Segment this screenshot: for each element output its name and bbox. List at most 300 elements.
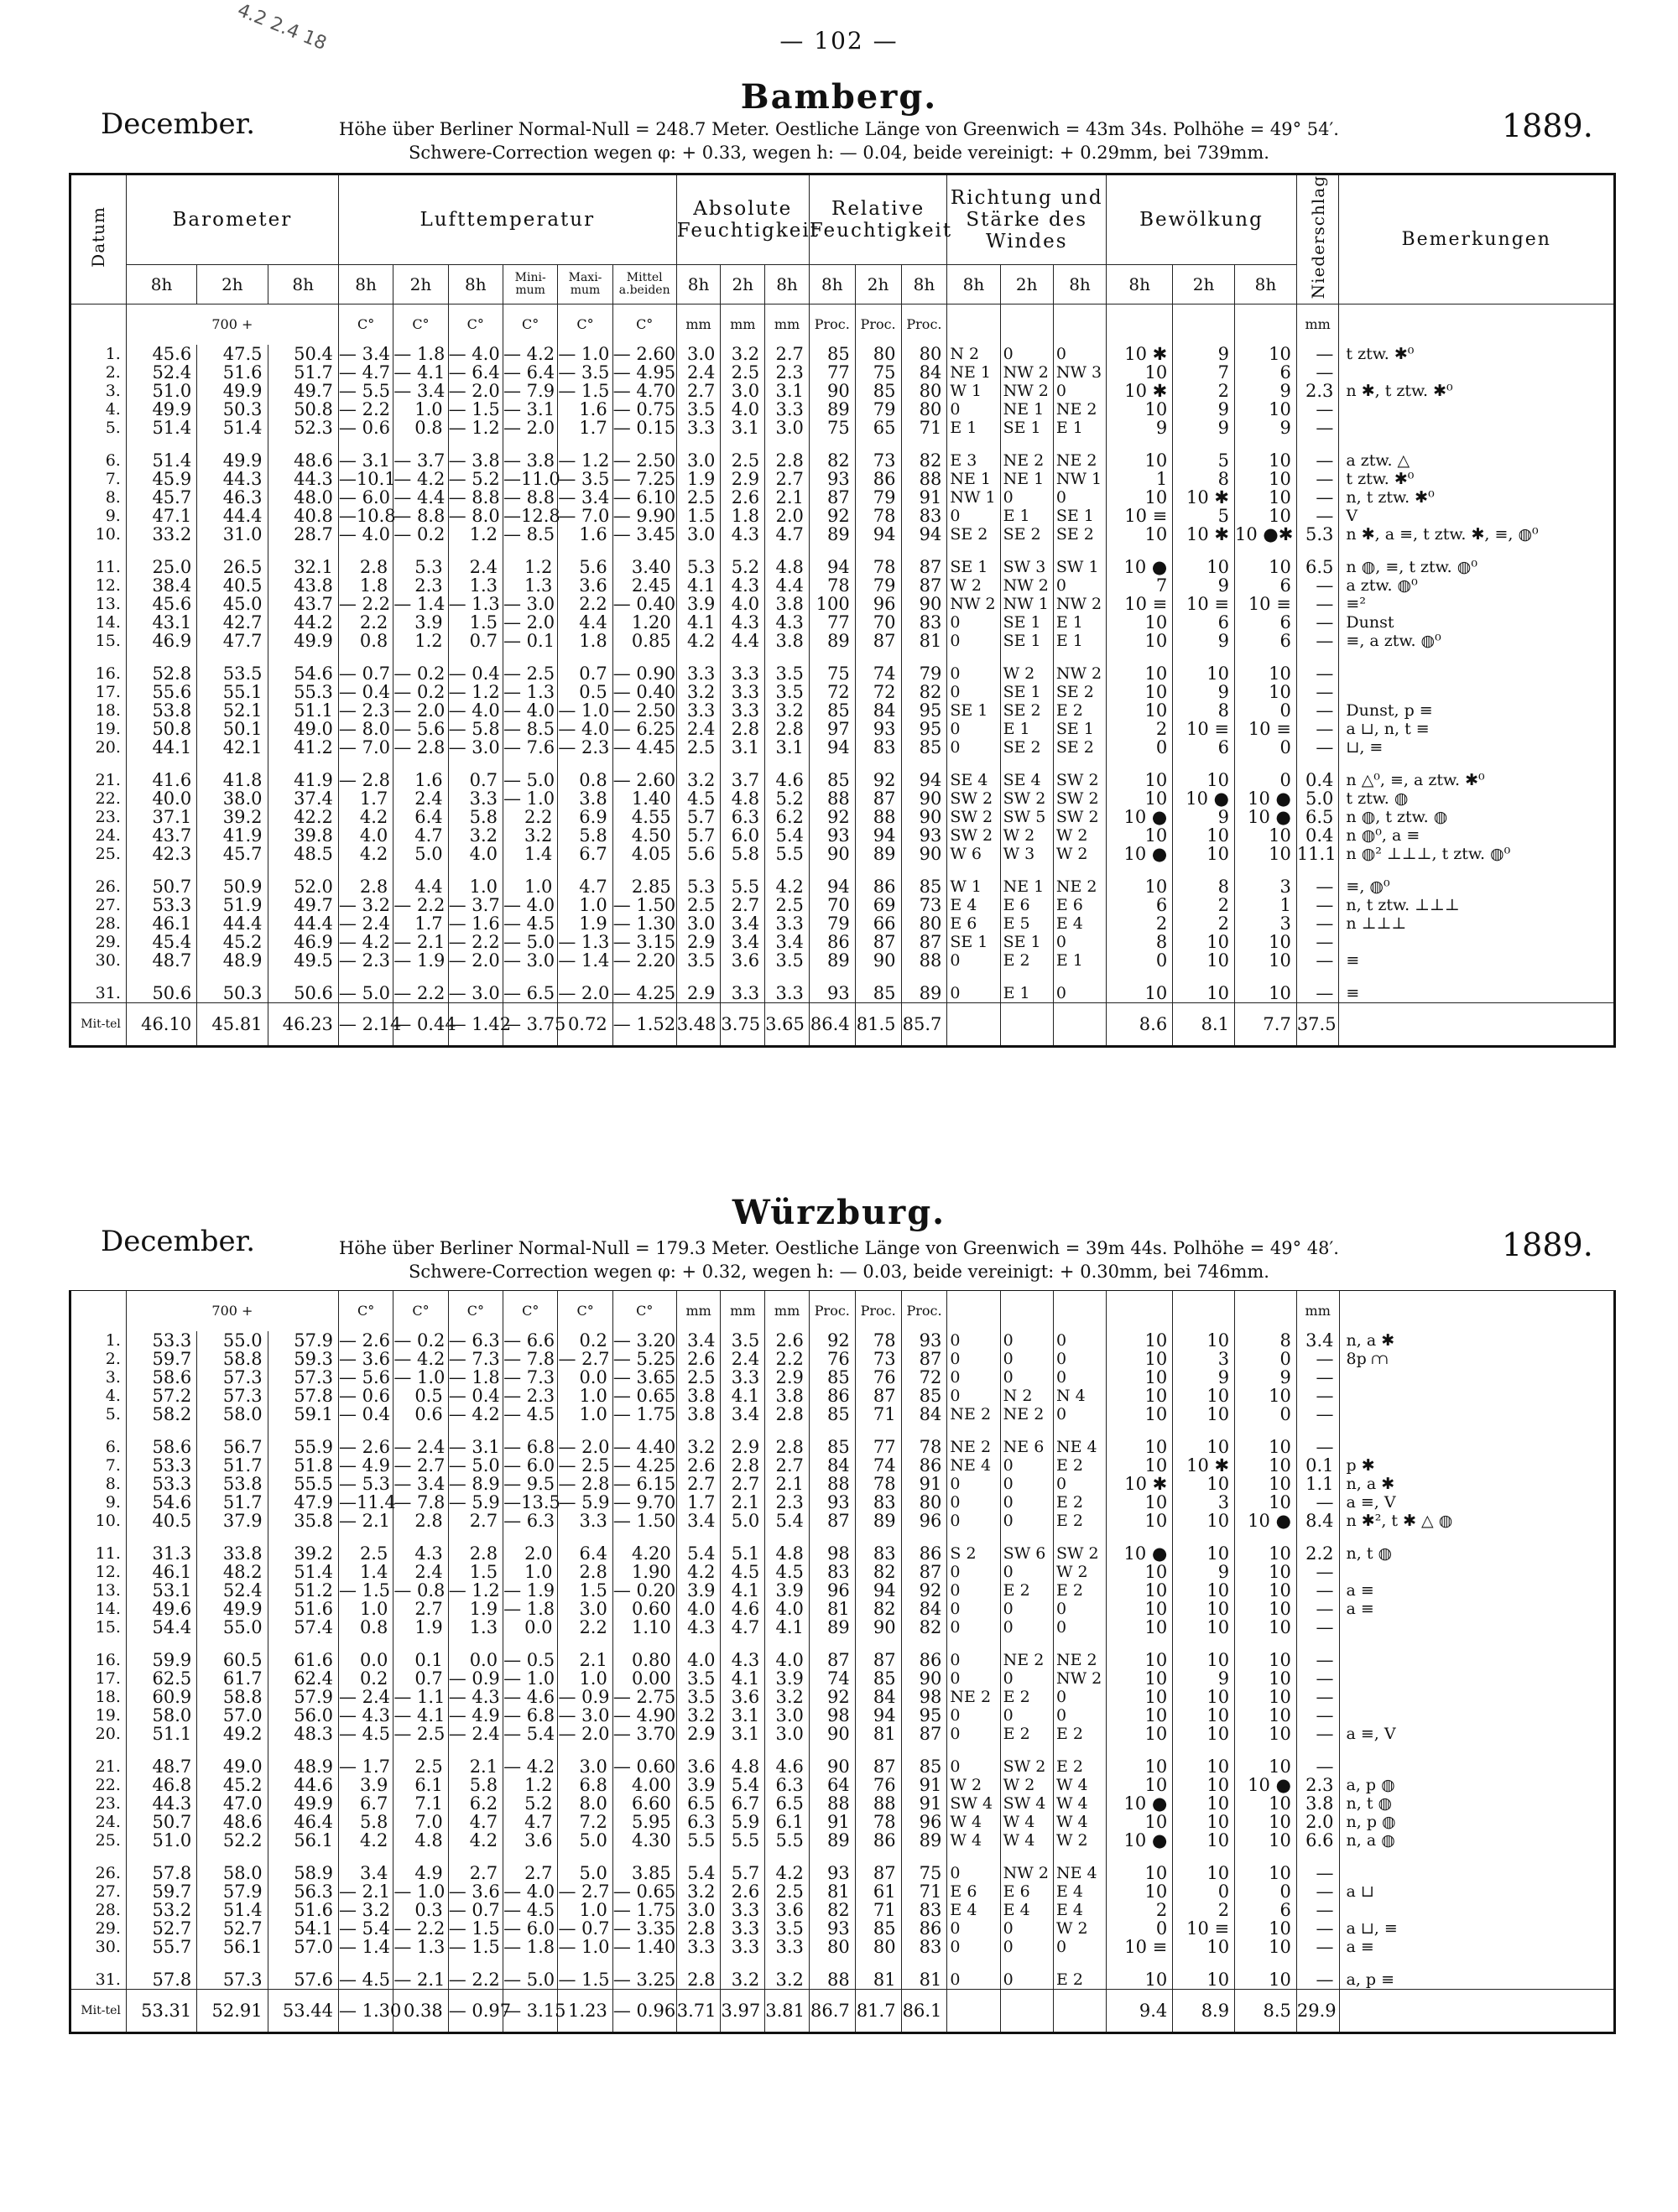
cell-a: 3.0	[765, 419, 810, 437]
subheader-h2: 2h	[197, 264, 268, 304]
cell-cloud: 10	[1173, 771, 1235, 789]
cell-t: 0.7	[558, 664, 612, 683]
cell-b: 58.8	[197, 1688, 268, 1706]
cell-cloud: 9	[1173, 1563, 1235, 1581]
cell-r: 92	[809, 1331, 855, 1350]
table-row	[71, 933, 1613, 951]
cell-r: 85	[809, 345, 855, 363]
row-day: 21.	[71, 1757, 126, 1776]
cell-wind: E 6	[947, 914, 1000, 933]
cell-a: 4.0	[676, 1651, 721, 1669]
cell-b: 48.3	[268, 1725, 338, 1743]
cell-t: 4.7	[503, 1813, 558, 1831]
cell-t: 0.7	[393, 1669, 448, 1688]
cell-precip: 29.9	[1296, 1990, 1339, 2032]
spacer-cell	[338, 757, 393, 771]
spacer-cell	[338, 650, 393, 664]
cell-a: 3.5	[676, 1688, 721, 1706]
cell-t: — 4.4	[393, 488, 448, 507]
table-row	[71, 470, 1613, 488]
cell-cloud: 10	[1173, 951, 1235, 970]
table-row	[71, 1331, 1613, 1350]
unit-cell: mm	[1296, 304, 1339, 346]
cell-a: 6.0	[721, 826, 765, 845]
cell-t: — 2.8	[393, 738, 448, 757]
row-day: 11.	[71, 1544, 126, 1563]
spacer-cell	[503, 1530, 558, 1544]
cell-wind: E 4	[1053, 1901, 1106, 1919]
cell-cloud: 8.9	[1173, 1990, 1235, 2032]
cell-wind: E 1	[1000, 720, 1053, 738]
unit-cell: C°	[558, 304, 612, 346]
cell-a: 3.6	[765, 1901, 810, 1919]
cell-a: 3.6	[676, 1757, 721, 1776]
cell-r: 85	[901, 738, 947, 757]
unit-cell: C°	[503, 1291, 558, 1331]
spacer-cell	[558, 544, 612, 558]
spacer-cell	[448, 1530, 503, 1544]
spacer-cell	[393, 1530, 448, 1544]
unit-cell	[1107, 1291, 1173, 1331]
cell-a: 5.3	[676, 877, 721, 896]
row-day: 23.	[71, 808, 126, 826]
spacer-cell	[503, 437, 557, 451]
spacer-cell	[1053, 1423, 1106, 1438]
cell-t: 0.72	[558, 1003, 612, 1046]
cell-t: — 4.5	[503, 914, 557, 933]
spacer-cell	[448, 544, 503, 558]
spacer-cell	[503, 1743, 558, 1757]
spacer-cell	[71, 1743, 126, 1757]
cell-b: 49.2	[197, 1725, 268, 1743]
cell-r: 80	[809, 1938, 855, 1956]
spacer-cell	[901, 1850, 947, 1864]
cell-t: — 5.0	[448, 1456, 503, 1475]
cell-t: — 8.8	[448, 488, 503, 507]
cell-a: 2.7	[765, 1456, 810, 1475]
cell-t: — 2.5	[503, 664, 557, 683]
cell-wind: SW 5	[1000, 808, 1053, 826]
cell-wind: E 2	[1053, 1970, 1106, 1990]
cell-b: 35.8	[268, 1512, 338, 1530]
cell-cloud: 10 ≡	[1235, 720, 1297, 738]
cell-b: 55.6	[126, 683, 196, 701]
cell-t: — 0.9	[558, 1688, 612, 1706]
cell-precip: 1.1	[1296, 1475, 1339, 1493]
cell-t: 5.0	[558, 1831, 612, 1850]
cell-wind: W 4	[947, 1831, 1000, 1850]
cell-cloud: 10 ≡	[1235, 595, 1297, 613]
spacer-cell	[126, 970, 196, 984]
cell-t: 2.7	[503, 1864, 558, 1882]
cell-wind: 0	[947, 632, 1000, 650]
cell-a: 3.2	[676, 771, 721, 789]
cell-b: 50.6	[126, 984, 196, 1003]
spacer-cell	[676, 650, 721, 664]
spacer-cell	[1107, 650, 1173, 664]
cell-b: 49.9	[268, 632, 338, 650]
cell-cloud: 10	[1107, 1405, 1173, 1423]
spacer-cell	[1235, 437, 1297, 451]
row-day: 30.	[71, 951, 126, 970]
cell-t: — 2.0	[393, 701, 448, 720]
spacer-cell	[448, 1956, 503, 1970]
spacer-cell	[1339, 1530, 1613, 1544]
cell-r: 85	[901, 1387, 947, 1405]
cell-cloud: 10	[1235, 1600, 1297, 1618]
cell-t: — 1.5	[448, 400, 503, 419]
cell-cloud: 10	[1107, 1776, 1173, 1794]
cell-remarks	[1339, 363, 1613, 382]
spacer-cell	[71, 437, 126, 451]
cell-wind: 0	[1053, 1600, 1106, 1618]
cell-t: — 1.0	[503, 1669, 558, 1688]
cell-wind: SW 4	[1000, 1794, 1053, 1813]
spacer-cell	[1296, 863, 1339, 877]
cell-a: 4.7	[765, 525, 810, 544]
cell-cloud: 2	[1173, 382, 1235, 400]
cell-t: 4.50	[612, 826, 676, 845]
cell-b: 56.1	[268, 1831, 338, 1850]
row-day: 27.	[71, 1882, 126, 1901]
cell-t: 1.6	[393, 771, 448, 789]
spacer-cell	[721, 1743, 765, 1757]
spacer-cell	[855, 1850, 901, 1864]
cell-t: — 4.2	[393, 470, 448, 488]
cell-precip: 6.5	[1296, 558, 1339, 576]
cell-b: 43.1	[126, 613, 196, 632]
cell-t: 1.6	[558, 400, 612, 419]
cell-b: 61.6	[268, 1651, 338, 1669]
cell-cloud: 10	[1107, 632, 1173, 650]
cell-cloud: 10 ●	[1107, 1544, 1173, 1563]
cell-remarks: a ≡	[1346, 1600, 1374, 1618]
cell-r: 86	[901, 1544, 947, 1563]
cell-cloud: 2	[1173, 896, 1235, 914]
cell-cloud: 0	[1173, 1882, 1235, 1901]
row-day: 24.	[71, 826, 126, 845]
subheader-h2: 2h	[393, 264, 448, 304]
cell-r: 82	[901, 1618, 947, 1637]
cell-r: 88	[809, 1794, 855, 1813]
cell-r: 87	[809, 488, 855, 507]
cell-wind: S 2	[947, 1544, 1000, 1563]
cell-cloud: 10	[1107, 1725, 1173, 1743]
cell-r: 78	[855, 1475, 901, 1493]
cell-t: — 0.7	[338, 664, 393, 683]
header-bemerkungen: Bemerkungen	[1339, 175, 1613, 304]
cell-r: 89	[901, 984, 947, 1003]
spacer-cell	[393, 1423, 448, 1438]
cell-wind: N 4	[1053, 1387, 1106, 1405]
cell-r: 91	[809, 1813, 855, 1831]
cell-r: 94	[809, 738, 855, 757]
cell-t: 2.2	[558, 595, 612, 613]
cell-r: 84	[855, 1688, 901, 1706]
cell-r: 91	[901, 1776, 947, 1794]
spacer-row	[71, 1530, 1613, 1544]
unit-cell: mm	[721, 1291, 765, 1331]
cell-r: 87	[901, 1725, 947, 1743]
cell-cloud: 10	[1235, 345, 1297, 363]
cell-r: 88	[809, 1475, 855, 1493]
table-row	[71, 664, 1613, 683]
unit-cell	[1053, 1291, 1106, 1331]
cell-t: — 0.2	[393, 683, 448, 701]
cell-t: — 2.0	[558, 1438, 612, 1456]
cell-cloud: 10	[1107, 1600, 1173, 1618]
cell-b: 44.4	[197, 914, 268, 933]
cell-cloud: 10	[1107, 363, 1173, 382]
cell-t: — 3.45	[612, 524, 676, 545]
cell-wind: SE 1	[947, 558, 1000, 576]
row-day: 1.	[71, 1331, 126, 1350]
spacer-cell	[1000, 970, 1053, 984]
row-day: 9.	[71, 507, 126, 525]
cell-precip: —	[1296, 1368, 1339, 1387]
spacer-cell	[126, 544, 196, 558]
cell-r: 84	[809, 1456, 855, 1475]
cell-wind: 0	[1000, 1456, 1053, 1475]
spacer-cell	[338, 1743, 393, 1757]
table-row	[71, 1563, 1613, 1581]
cell-wind: 0	[947, 683, 1000, 701]
cell-t: — 5.0	[338, 984, 393, 1003]
cell-t: — 1.8	[503, 1600, 558, 1618]
cell-r: 85	[855, 984, 901, 1003]
cell-wind: SW 3	[1000, 558, 1053, 576]
cell-a: 4.8	[721, 789, 765, 808]
cell-wind: E 2	[1000, 1581, 1053, 1600]
cell-r: 87	[809, 1512, 855, 1530]
cell-r: 95	[901, 701, 947, 720]
cell-t: 1.0	[558, 1901, 612, 1919]
cell-a: 3.81	[765, 1990, 810, 2032]
cell-t: — 2.14	[338, 1003, 393, 1046]
cell-r: 92	[809, 1688, 855, 1706]
cell-t: — 3.15	[612, 932, 676, 953]
row-day: 16.	[71, 1651, 126, 1669]
cell-b: 59.3	[268, 1350, 338, 1368]
cell-precip: 5.3	[1296, 525, 1339, 544]
spacer-cell	[676, 544, 721, 558]
cell-cloud: 10	[1235, 1706, 1297, 1725]
cell-remarks: 8p ⩋	[1346, 1350, 1389, 1368]
cell-wind: NE 4	[947, 1456, 1000, 1475]
cell-precip: —	[1296, 400, 1339, 419]
table-row	[71, 1757, 1613, 1776]
spacer-cell	[765, 1637, 810, 1651]
cell-t: —12.8	[503, 506, 560, 527]
cell-b: 41.6	[126, 771, 196, 789]
cell-cloud: 10 ≡	[1107, 1938, 1173, 1956]
cell-a: 5.4	[765, 1512, 810, 1530]
mittel-row	[71, 1990, 1613, 2032]
table-row	[71, 1387, 1613, 1405]
cell-b: 47.7	[197, 632, 268, 650]
year-label-wuerzburg: 1889.	[1502, 1226, 1593, 1263]
cell-a: 3.3	[676, 419, 721, 437]
spacer-cell	[1173, 1956, 1235, 1970]
cell-a: 4.4	[721, 632, 765, 650]
cell-a: 5.5	[765, 845, 810, 863]
cell-t: 0.6	[393, 1405, 448, 1423]
cell-a: 2.2	[765, 1350, 810, 1368]
cell-remarks	[1339, 1706, 1613, 1725]
spacer-cell	[1053, 1850, 1106, 1864]
cell-a: 3.5	[765, 683, 810, 701]
cell-b: 57.8	[126, 1864, 196, 1882]
cell-r: 98	[809, 1706, 855, 1725]
cell-b: 33.8	[197, 1544, 268, 1563]
cell-wind: E 2	[1053, 1512, 1106, 1530]
cell-wind: W 2	[1053, 1919, 1106, 1938]
cell-wind: 0	[1053, 1938, 1106, 1956]
spacer-row	[71, 970, 1613, 984]
cell-remarks: a ≡, V	[1346, 1725, 1396, 1743]
cell-a: 6.5	[676, 1794, 721, 1813]
spacer-cell	[947, 437, 1000, 451]
cell-cloud: 0	[1235, 1405, 1297, 1423]
cell-precip: —	[1296, 363, 1339, 382]
cell-cloud: 8	[1107, 933, 1173, 951]
cell-wind: SW 2	[947, 826, 1000, 845]
cell-r: 91	[901, 1794, 947, 1813]
cell-t: 5.0	[393, 845, 448, 863]
spacer-cell	[1339, 1956, 1613, 1970]
cell-wind: 0	[947, 951, 1000, 970]
row-day: 17.	[71, 1669, 126, 1688]
cell-r: 97	[809, 720, 855, 738]
header-wind: Richtung und Stärke des Windes	[947, 175, 1107, 264]
row-day: 17.	[71, 683, 126, 701]
unit-cell: C°	[393, 1291, 448, 1331]
cell-wind: 0	[1053, 984, 1106, 1003]
cell-cloud: 10	[1235, 664, 1297, 683]
cell-precip: 37.5	[1296, 1003, 1339, 1046]
cell-wind: SE 2	[1053, 738, 1106, 757]
spacer-cell	[558, 1423, 612, 1438]
cell-wind: W 4	[947, 1813, 1000, 1831]
cell-b: 57.9	[268, 1688, 338, 1706]
cell-a: 3.7	[721, 771, 765, 789]
cell-cloud: 9	[1235, 419, 1297, 437]
cell-t: 4.2	[338, 808, 393, 826]
cell-a: 3.0	[765, 1706, 810, 1725]
spacer-cell	[558, 863, 612, 877]
cell-r: 82	[855, 1600, 901, 1618]
header-barometer: Barometer	[126, 175, 338, 264]
cell-wind: NW 1	[1053, 470, 1106, 488]
cell-wind: SW 2	[1053, 771, 1106, 789]
cell-a: 2.8	[765, 720, 810, 738]
cell-t: — 2.3	[558, 738, 612, 757]
cell-wind: 0	[947, 1600, 1000, 1618]
cell-b: 48.7	[126, 951, 196, 970]
cell-a: 4.1	[676, 613, 721, 632]
cell-cloud: 9	[1173, 808, 1235, 826]
cell-t: — 4.0	[448, 701, 503, 720]
spacer-cell	[1107, 1423, 1173, 1438]
cell-a: 3.97	[721, 1990, 765, 2032]
spacer-cell	[809, 1637, 855, 1651]
cell-t: — 8.5	[503, 720, 557, 738]
table-row	[71, 1776, 1613, 1794]
cell-b: 48.9	[268, 1757, 338, 1776]
spacer-cell	[338, 437, 393, 451]
cell-wind: E 6	[1000, 896, 1053, 914]
cell-wind: SW 4	[947, 1794, 1000, 1813]
header-lufttemperatur: Lufttemperatur	[338, 175, 676, 264]
table-row	[71, 1794, 1613, 1813]
cell-t: —11.4	[338, 1492, 396, 1512]
cell-t: — 5.0	[503, 933, 557, 951]
cell-wind: 0	[1000, 1919, 1053, 1938]
cell-t: 1.5	[448, 1563, 503, 1581]
cell-cloud: 3	[1173, 1493, 1235, 1512]
cell-wind: N 2	[1000, 1387, 1053, 1405]
cell-cloud: 9	[1235, 1368, 1297, 1387]
cell-t: 5.8	[448, 808, 503, 826]
cell-t: — 2.2	[393, 1919, 448, 1938]
cell-cloud: 10	[1173, 1831, 1235, 1850]
cell-cloud: 10	[1107, 1581, 1173, 1600]
cell-t: — 2.2	[393, 984, 448, 1003]
cell-t: 6.4	[558, 1544, 612, 1563]
cell-precip: —	[1296, 345, 1339, 363]
cell-wind: E 1	[1053, 951, 1106, 970]
unit-cell: Proc.	[901, 1291, 947, 1331]
cell-a: 2.7	[676, 1475, 721, 1493]
cell-t: — 2.8	[338, 771, 393, 789]
cell-a: 4.1	[721, 1581, 765, 1600]
cell-wind: E 4	[1053, 1882, 1106, 1901]
cell-t: — 1.75	[612, 1404, 676, 1424]
cell-wind: NW 2	[1053, 664, 1106, 683]
unit-cell	[1107, 304, 1173, 346]
mittel-row	[71, 1003, 1613, 1046]
spacer-cell	[71, 650, 126, 664]
spacer-cell	[338, 1850, 393, 1864]
cell-remarks: a ≡	[1346, 1938, 1374, 1956]
cell-remarks: n ◍⁰, a ≡	[1346, 826, 1420, 846]
cell-wind: E 2	[1053, 1581, 1106, 1600]
spacer-cell	[721, 1956, 765, 1970]
cell-cloud: 10	[1107, 1438, 1173, 1456]
cell-t: 1.9	[448, 1600, 503, 1618]
cell-a: 2.9	[765, 1368, 810, 1387]
cell-remarks	[1339, 683, 1613, 701]
cell-wind: W 4	[1053, 1794, 1106, 1813]
spacer-row	[71, 863, 1613, 877]
cell-t: — 1.5	[558, 1970, 612, 1990]
cell-t: 1.20	[612, 613, 676, 632]
cell-a: 3.3	[765, 1938, 810, 1956]
cell-precip: —	[1296, 701, 1339, 720]
cell-t: 1.90	[612, 1563, 676, 1581]
cell-r: 81.5	[855, 1003, 901, 1046]
cell-r: 87	[855, 933, 901, 951]
cell-t: 0.0	[338, 1651, 393, 1669]
unit-cell	[1339, 304, 1613, 346]
spacer-cell	[268, 437, 338, 451]
cell-precip: —	[1296, 470, 1339, 488]
cell-r: 88	[901, 470, 947, 488]
row-day: 31.	[71, 984, 126, 1003]
cell-t: 5.8	[338, 1813, 393, 1831]
cell-precip: —	[1296, 1725, 1339, 1743]
cell-t: 2.0	[503, 1544, 558, 1563]
